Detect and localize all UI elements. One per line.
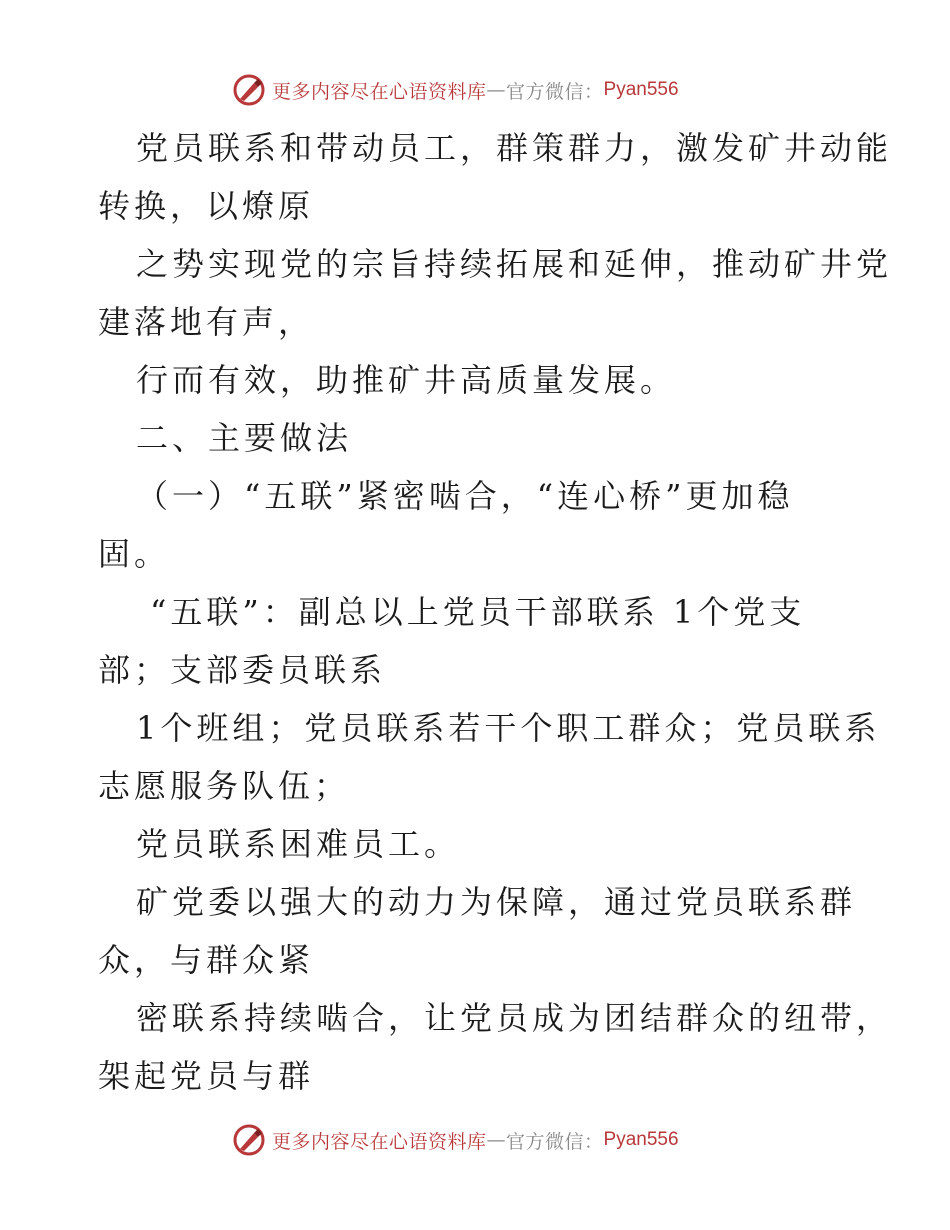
text-line: 志愿服务队伍； (98, 767, 351, 805)
watermark-dash: — (486, 1129, 507, 1151)
watermark-label: 官方微信： (506, 80, 604, 103)
watermark-label: 官方微信： (506, 1130, 604, 1153)
section-heading: 二、主要做法 (136, 419, 353, 457)
text-line: 矿党委以强大的动力为保障，通过党员联系群 (136, 883, 857, 921)
watermark-id: Pyan556 (603, 1129, 679, 1150)
text-line: 1个班组；党员联系若干个职工群众；党员联系 (136, 709, 881, 747)
text-line: 转换，以燎原 (98, 187, 315, 225)
text-line: 众，与群众紧 (98, 941, 315, 979)
text-line: 之势实现党的宗旨持续拓展和延伸，推动矿井党 (136, 245, 893, 283)
text-line: 架起党员与群 (98, 1057, 315, 1095)
watermark-brand: 更多内容尽在心语资料库 (272, 1130, 487, 1153)
watermark-dash: — (486, 79, 507, 101)
text-line: 密联系持续啮合，让党员成为团结群众的纽带， (136, 999, 893, 1037)
header-watermark (232, 72, 679, 108)
text-line: 党员联系和带动员工，群策群力，激发矿井动能 (136, 129, 893, 167)
pen-logo-icon (232, 73, 266, 107)
pen-logo-icon (232, 1123, 266, 1157)
text-line: 党员联系困难员工。 (136, 825, 461, 863)
text-line: 行而有效，助推矿井高质量发展。 (136, 361, 677, 399)
subsection-heading: （一）“五联”紧密啮合，“连心桥”更加稳 (136, 477, 794, 515)
text-line: 固。 (98, 535, 171, 573)
footer-watermark (232, 1122, 679, 1158)
text-line: 建落地有声， (98, 303, 315, 341)
text-line: “五联”：副总以上党员干部联系 1个党支 (150, 593, 806, 631)
watermark-id: Pyan556 (603, 79, 679, 100)
text-line: 部；支部委员联系 (98, 651, 387, 689)
watermark-brand: 更多内容尽在心语资料库 (272, 80, 487, 103)
